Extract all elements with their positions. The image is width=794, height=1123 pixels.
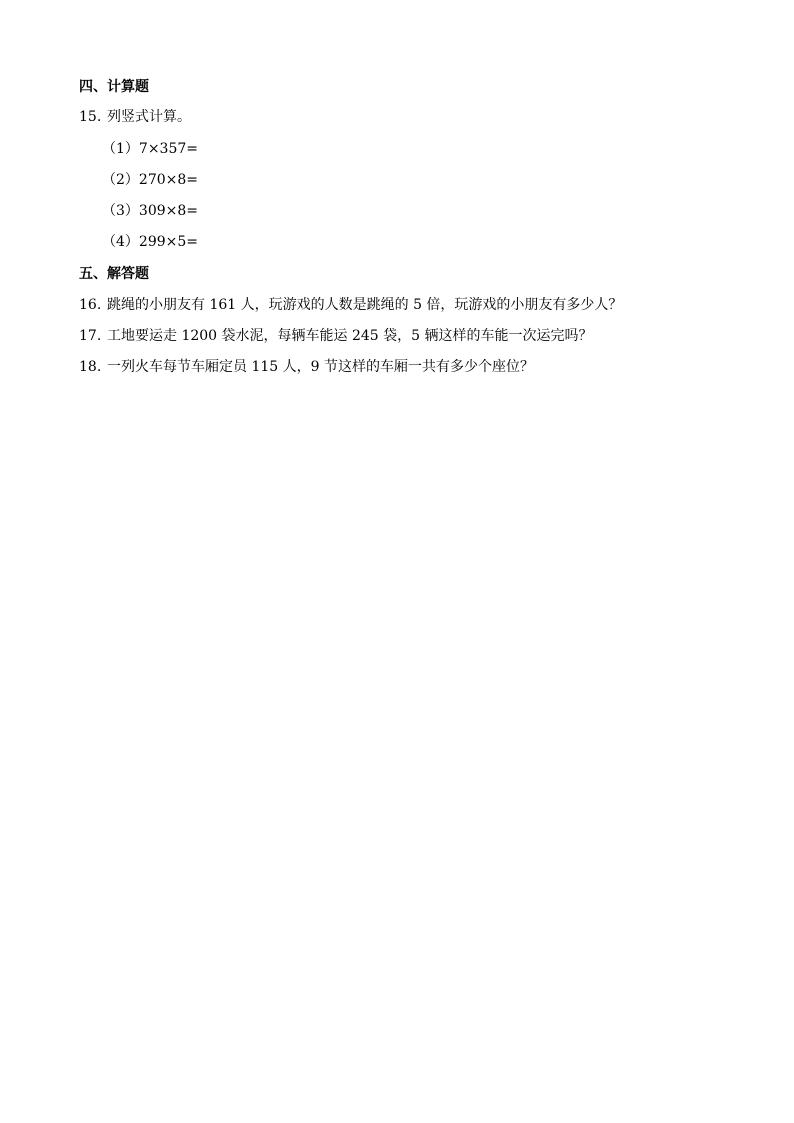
- question-number: 16.: [79, 297, 102, 313]
- section-four-heading: 四、计算题: [79, 79, 149, 95]
- calc-item-2: （2）270×8=: [102, 172, 198, 188]
- calc-item-4: （4）299×5=: [102, 234, 198, 250]
- calc-item-1: （1）7×357=: [102, 141, 198, 157]
- section-five-heading: 五、解答题: [79, 266, 149, 282]
- question-text: 跳绳的小朋友有 161 人，玩游戏的人数是跳绳的 5 倍，玩游戏的小朋友有多少人？: [107, 297, 623, 313]
- question-text: 工地要运走 1200 袋水泥，每辆车能运 245 袋，5 辆这样的车能一次运完吗？: [107, 328, 593, 344]
- question-18: [79, 358, 534, 376]
- question-number: 15.: [79, 109, 102, 125]
- question-number: 18.: [79, 359, 102, 375]
- question-17: [79, 327, 593, 345]
- question-text: 一列火车每节车厢定员 115 人，9 节这样的车厢一共有多少个座位？: [107, 359, 534, 375]
- question-number: 17.: [79, 328, 102, 344]
- question-16: [79, 296, 622, 314]
- calc-item-3: （3）309×8=: [102, 203, 198, 219]
- question-15: [79, 108, 191, 126]
- question-text: 列竖式计算。: [107, 109, 191, 125]
